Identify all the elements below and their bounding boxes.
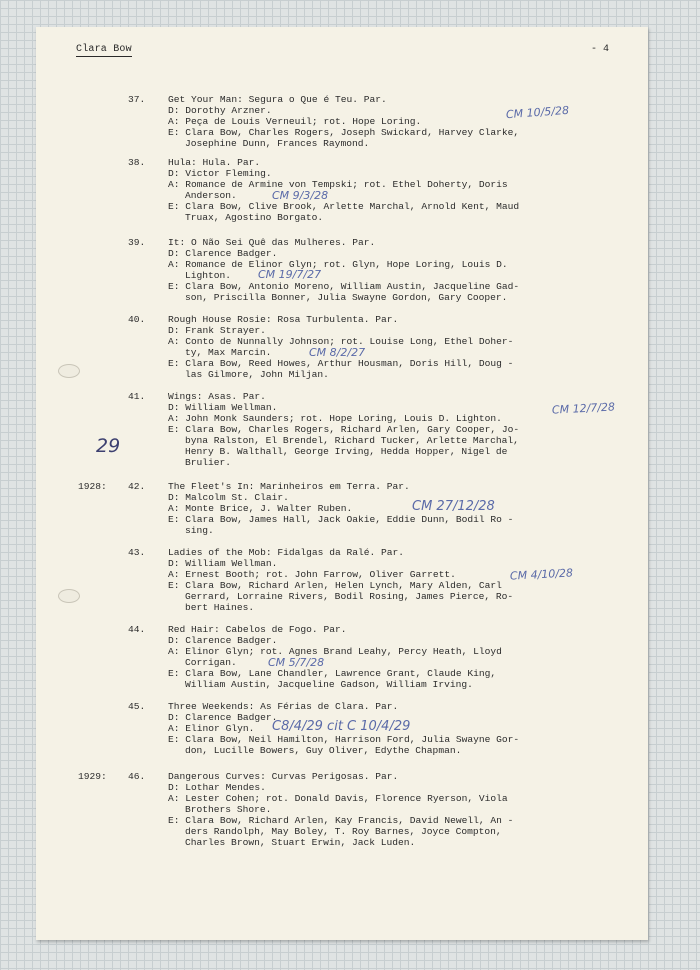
entry-year: 1929: (78, 771, 107, 782)
entry-title: Red Hair: Cabelos de Fogo. Par. (168, 624, 347, 635)
entry-cast: E: Clara Bow, Antonio Moreno, William Austin, Jacqueline Gad- (168, 281, 520, 292)
entry-director: D: William Wellman. (168, 558, 278, 569)
entry-title: Get Your Man: Segura o Que é Teu. Par. (168, 94, 387, 105)
header-name: Clara Bow (76, 44, 132, 55)
entry-author: A: Romance de Armine von Tempski; rot. Ethel Doherty, Doris (168, 179, 508, 190)
entry-author-cont: Corrigan. (185, 657, 237, 668)
handwritten-note: CM 8/2/27 (309, 346, 366, 359)
entry-cast-cont: William Austin, Jacqueline Gadson, William Irving. (185, 679, 473, 690)
entry-cast: E: Clara Bow, James Hall, Jack Oakie, Eddie Dunn, Bodil Ro - (168, 514, 514, 525)
entry-number: 38. (128, 157, 146, 168)
entry-director: D: Clarence Badger. (168, 712, 278, 723)
entry-cast: E: Clara Bow, Reed Howes, Arthur Housman, Doris Hill, Doug - (168, 358, 514, 369)
punch-hole (58, 589, 80, 603)
handwritten-margin-note: 29 (96, 435, 121, 457)
entry-title: Ladies of the Mob: Fidalgas da Ralé. Par. (168, 547, 405, 558)
entry-number: 39. (128, 237, 146, 248)
handwritten-note: CM 9/3/28 (272, 189, 329, 202)
entry-director: D: Clarence Badger. (168, 635, 278, 646)
punch-hole (58, 364, 80, 378)
document-page (36, 27, 648, 940)
entry-number: 41. (128, 391, 146, 402)
entry-number: 42. (128, 481, 146, 492)
entry-cast: E: Clara Bow, Richard Arlen, Kay Francis, David Newell, An - (168, 815, 514, 826)
entry-author-cont: ty, Max Marcin. (185, 347, 272, 358)
handwritten-note: CM 12/7/28 (551, 400, 616, 417)
entry-author-cont: Lighton. (185, 270, 232, 281)
entry-author-cont: Anderson. (185, 190, 237, 201)
entry-director: D: Dorothy Arzner. (168, 105, 272, 116)
entry-author: A: Elinor Glyn. (168, 723, 255, 734)
entry-cast-cont: son, Priscilla Bonner, Julia Swayne Gordon, Gary Cooper. (185, 292, 508, 303)
entry-cast-cont: Josephine Dunn, Frances Raymond. (185, 138, 370, 149)
entry-cast-cont: Gerrard, Lorraine Rivers, Bodil Rosing, James Pierce, Ro- (185, 591, 514, 602)
entry-title: Dangerous Curves: Curvas Perigosas. Par. (168, 771, 399, 782)
entry-cast-cont: byna Ralston, El Brendel, Richard Tucker, Arlette Marchal, (185, 435, 519, 446)
entry-number: 40. (128, 314, 146, 325)
entry-cast: E: Clara Bow, Clive Brook, Arlette Marchal, Arnold Kent, Maud (168, 201, 520, 212)
entry-author: A: Monte Brice, J. Walter Ruben. (168, 503, 353, 514)
entry-title: The Fleet's In: Marinheiros em Terra. Par. (168, 481, 410, 492)
entry-title: Rough House Rosie: Rosa Turbulenta. Par. (168, 314, 399, 325)
entry-author: A: Conto de Nunnally Johnson; rot. Louise Long, Ethel Doher- (168, 336, 514, 347)
entry-author: A: Lester Cohen; rot. Donald Davis, Florence Ryerson, Viola (168, 793, 508, 804)
entry-author: A: Elinor Glyn; rot. Agnes Brand Leahy, Percy Heath, Lloyd (168, 646, 502, 657)
entry-number: 45. (128, 701, 146, 712)
entry-cast-cont: Brulier. (185, 457, 232, 468)
entry-cast-cont: don, Lucille Bowers, Guy Oliver, Edythe Chapman. (185, 745, 462, 756)
handwritten-note: CM 19/7/27 (258, 268, 322, 281)
page-number: - 4 (591, 44, 610, 55)
handwritten-note: CM 4/10/28 (509, 566, 574, 583)
entry-cast-cont: Truax, Agostino Borgato. (185, 212, 324, 223)
entry-director: D: Victor Fleming. (168, 168, 272, 179)
entry-title: Hula: Hula. Par. (168, 157, 261, 168)
entry-author: A: Ernest Booth; rot. John Farrow, Oliver Garrett. (168, 569, 456, 580)
entry-cast-cont: Henry B. Walthall, George Irving, Hedda Hopper, Nigel de (185, 446, 508, 457)
entry-cast: E: Clara Bow, Charles Rogers, Joseph Swickard, Harvey Clarke, (168, 127, 520, 138)
entry-director: D: Lothar Mendes. (168, 782, 266, 793)
entry-director: D: Frank Strayer. (168, 325, 266, 336)
entry-title: Three Weekends: As Férias de Clara. Par. (168, 701, 399, 712)
handwritten-note: CM 5/7/28 (268, 656, 325, 669)
entry-author: A: Romance de Elinor Glyn; rot. Glyn, Hope Loring, Louis D. (168, 259, 508, 270)
entry-number: 43. (128, 547, 146, 558)
entry-director: D: Malcolm St. Clair. (168, 492, 289, 503)
entry-cast-cont: las Gilmore, John Miljan. (185, 369, 329, 380)
entry-year: 1928: (78, 481, 107, 492)
handwritten-note: CM 27/12/28 (412, 499, 495, 514)
handwritten-note: CM 10/5/28 (505, 103, 570, 122)
entry-cast-cont: sing. (185, 525, 214, 536)
entry-cast: E: Clara Bow, Lane Chandler, Lawrence Grant, Claude King, (168, 668, 497, 679)
entry-number: 44. (128, 624, 146, 635)
handwritten-note: C8/4/29 cit C 10/4/29 (272, 719, 411, 734)
entry-author: A: John Monk Saunders; rot. Hope Loring, Louis D. Lighton. (168, 413, 502, 424)
entry-title: It: O Não Sei Quê das Mulheres. Par. (168, 237, 376, 248)
entry-cast-cont: Charles Brown, Stuart Erwin, Jack Luden. (185, 837, 416, 848)
entry-cast: E: Clara Bow, Richard Arlen, Helen Lynch, Mary Alden, Carl (168, 580, 502, 591)
entry-cast: E: Clara Bow, Charles Rogers, Richard Arlen, Gary Cooper, Jo- (168, 424, 520, 435)
entry-number: 37. (128, 94, 146, 105)
entry-cast-cont: ders Randolph, May Boley, T. Roy Barnes, Joyce Compton, (185, 826, 502, 837)
entry-title: Wings: Asas. Par. (168, 391, 266, 402)
entry-author: A: Peça de Louis Verneuil; rot. Hope Loring. (168, 116, 422, 127)
entry-cast: E: Clara Bow, Neil Hamilton, Harrison Ford, Julia Swayne Gor- (168, 734, 520, 745)
entry-director: D: William Wellman. (168, 402, 278, 413)
entry-director: D: Clarence Badger. (168, 248, 278, 259)
entry-number: 46. (128, 771, 146, 782)
entry-author-cont: Brothers Shore. (185, 804, 272, 815)
entry-cast-cont: bert Haines. (185, 602, 255, 613)
